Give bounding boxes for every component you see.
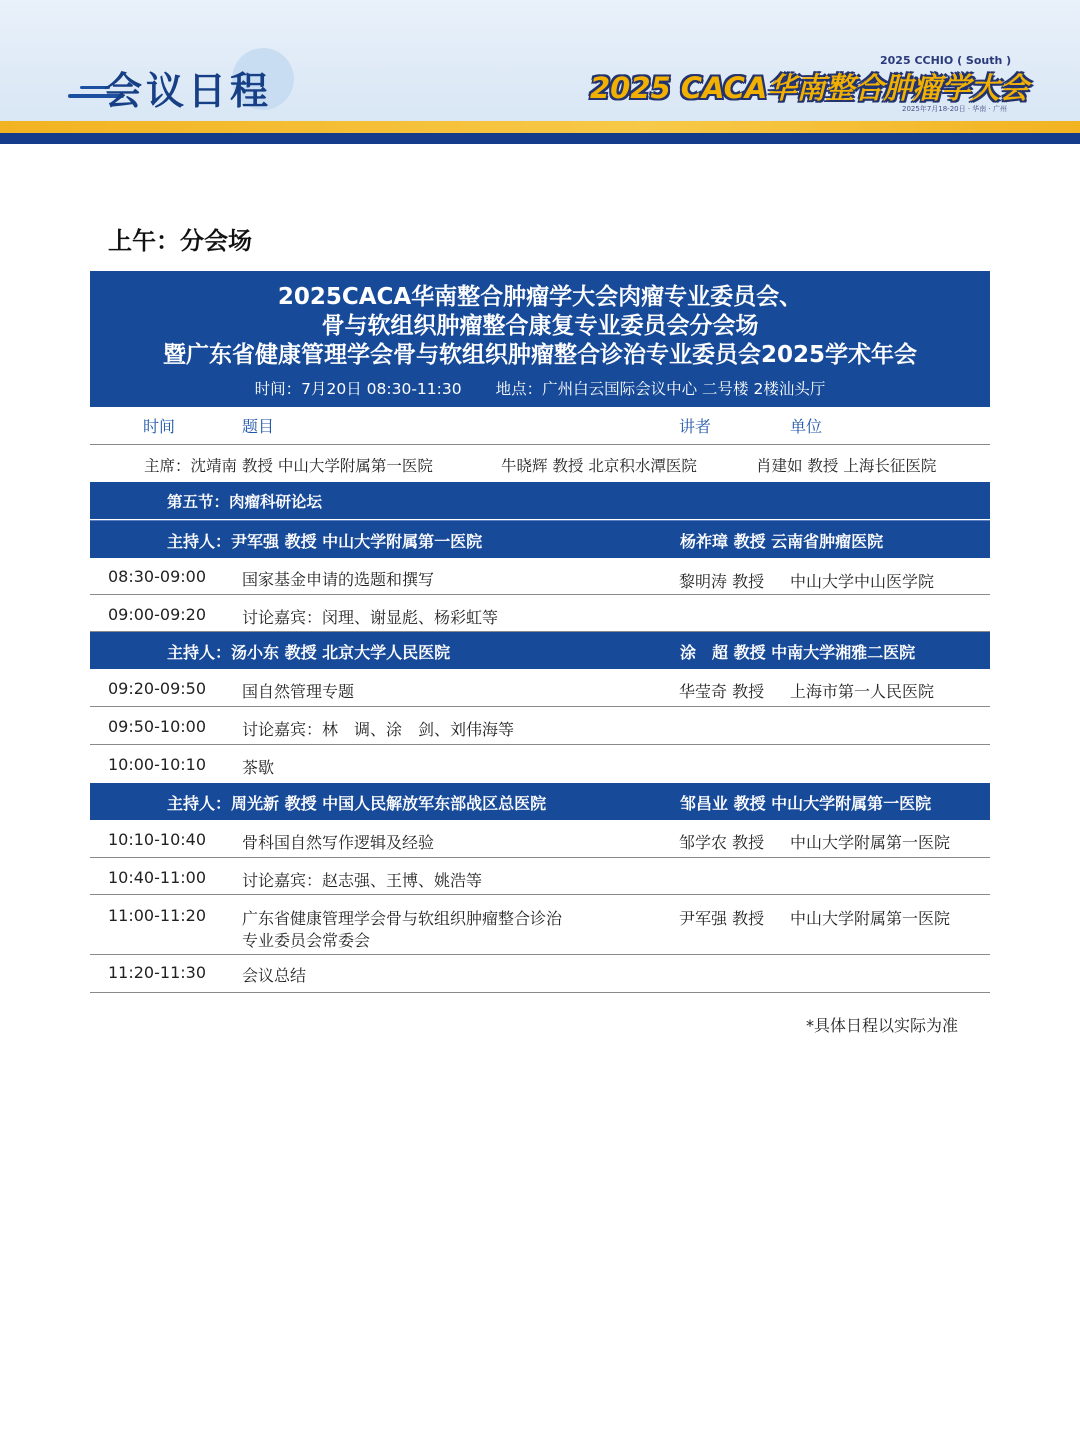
- row-org: 中山大学附属第一医院: [790, 833, 951, 852]
- row-org: 中山大学附属第一医院: [790, 909, 951, 928]
- banner-info: [90, 377, 990, 399]
- row-time: 08:30-09:00: [108, 567, 206, 586]
- row-topic: 国自然管理专题: [242, 682, 355, 701]
- host-b: 邹昌业 教授 中山大学附属第一医院: [680, 794, 932, 813]
- row-topic: 讨论嘉宾：林 调、涂 剑、刘伟海等: [242, 720, 515, 739]
- row-topic: 茶歇: [242, 758, 275, 777]
- column-header: [90, 407, 990, 445]
- chair-row: [90, 445, 990, 482]
- session-banner: [90, 271, 990, 407]
- table-row: [90, 895, 990, 955]
- row-time: 11:00-11:20: [108, 906, 206, 925]
- column-topic: 题目: [242, 417, 275, 436]
- header-gold-stripe: [0, 121, 1080, 133]
- row-speaker: 尹军强 教授: [679, 909, 765, 928]
- table-row: [90, 745, 990, 783]
- row-topic: 会议总结: [242, 966, 307, 985]
- row-time: 10:10-10:40: [108, 830, 206, 849]
- page-header: [0, 0, 1080, 144]
- logo-subtitle: 2025 CCHIO ( South ): [880, 54, 1012, 67]
- logo-date: 2025年7月18-20日 · 华南 · 广州: [902, 105, 1007, 113]
- section-label: 第五节：肉瘤科研论坛: [167, 493, 323, 511]
- chair-1: 主席：沈靖南 教授 中山大学附属第一医院: [144, 457, 433, 475]
- row-speaker: 邹学农 教授: [679, 833, 765, 852]
- banner-place: 地点：广州白云国际会议中心 二号楼 2楼汕头厅: [495, 380, 826, 398]
- footnote: *具体日程以实际为准: [806, 1016, 959, 1035]
- row-time: 09:00-09:20: [108, 605, 206, 624]
- row-topic: 讨论嘉宾：闵理、谢显彪、杨彩虹等: [242, 608, 499, 627]
- row-topic: 讨论嘉宾：赵志强、王博、姚浩等: [242, 871, 483, 890]
- host-a: 主持人：尹军强 教授 中山大学附属第一医院: [167, 532, 483, 551]
- table-row: [90, 595, 990, 632]
- row-time: 10:40-11:00: [108, 868, 206, 887]
- host-bar: [90, 783, 990, 820]
- row-time: 10:00-10:10: [108, 755, 206, 774]
- row-time: 11:20-11:30: [108, 963, 206, 982]
- section-title: 上午：分会场: [108, 227, 252, 255]
- table-row: [90, 557, 990, 595]
- table-row: [90, 820, 990, 858]
- row-time: 09:50-10:00: [108, 717, 206, 736]
- host-bar: [90, 632, 990, 669]
- section-bar: [90, 482, 990, 519]
- row-speaker: 黎明涛 教授: [679, 572, 765, 591]
- host-a: 主持人：周光新 教授 中国人民解放军东部战区总医院: [167, 794, 547, 813]
- row-topic: 广东省健康管理学会骨与软组织肿瘤整合诊治: [242, 909, 563, 928]
- row-org: 上海市第一人民医院: [790, 682, 935, 701]
- page-title: 会议日程: [104, 69, 273, 113]
- row-topic-line2: 专业委员会常委会: [242, 931, 371, 950]
- chair-3: 肖建如 教授 上海长征医院: [756, 457, 937, 475]
- row-time: 09:20-09:50: [108, 679, 206, 698]
- column-speaker: 讲者: [679, 417, 712, 436]
- host-b: 杨祚璋 教授 云南省肿瘤医院: [680, 532, 884, 551]
- conference-logo: 2025 CACA华南整合肿瘤学大会: [590, 71, 1029, 105]
- banner-line-3: 暨广东省健康管理学会骨与软组织肿瘤整合诊治专业委员会2025学术年会: [162, 342, 917, 368]
- column-time: 时间: [143, 417, 176, 436]
- host-a: 主持人：汤小东 教授 北京大学人民医院: [167, 643, 451, 662]
- chair-2: 牛晓辉 教授 北京积水潭医院: [501, 457, 697, 475]
- row-topic: 国家基金申请的选题和撰写: [242, 570, 435, 589]
- column-org: 单位: [790, 417, 823, 436]
- table-row: [90, 955, 990, 993]
- header-blue-stripe: [0, 133, 1080, 144]
- host-b: 涂 超 教授 中南大学湘雅二医院: [680, 643, 916, 662]
- table-row: [90, 669, 990, 707]
- banner-line-2: 骨与软组织肿瘤整合康复专业委员会分会场: [321, 313, 759, 339]
- banner-line-1: 2025CACA华南整合肿瘤学大会肉瘤专业委员会、: [277, 284, 803, 310]
- table-row: [90, 707, 990, 745]
- banner-time: 时间：7月20日 08:30-11:30: [254, 380, 462, 398]
- row-speaker: 华莹奇 教授: [679, 682, 765, 701]
- row-org: 中山大学中山医学院: [790, 572, 935, 591]
- row-topic: 骨科国自然写作逻辑及经验: [242, 833, 435, 852]
- table-row: [90, 858, 990, 895]
- host-bar: [90, 520, 990, 558]
